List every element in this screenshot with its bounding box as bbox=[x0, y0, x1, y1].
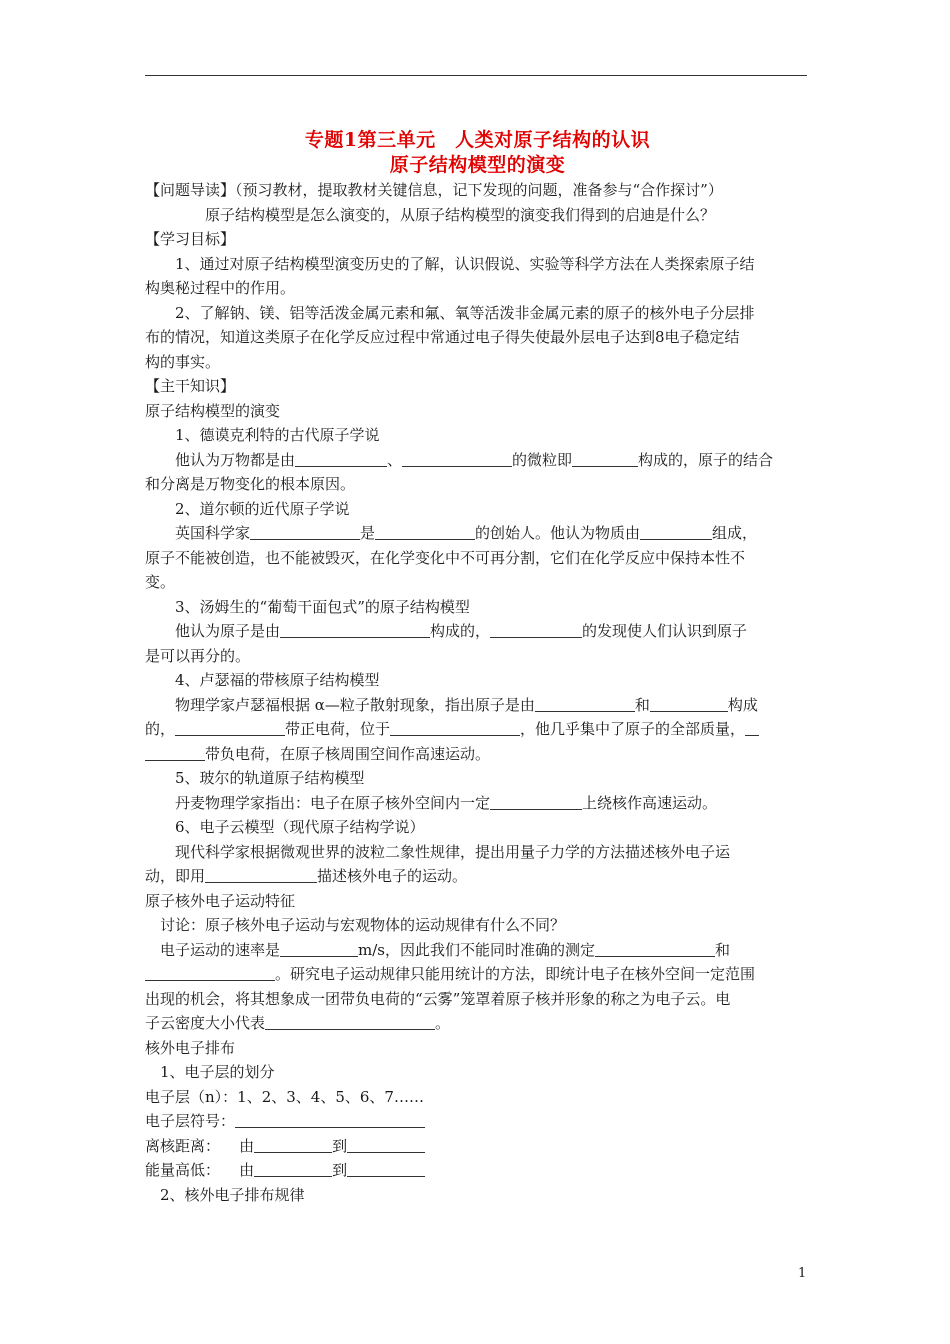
model2-title: 2、道尔顿的近代原子学说 bbox=[175, 499, 350, 518]
discussion-line: 讨论：原子核外电子运动与宏观物体的运动规律有什么不同？ bbox=[160, 916, 566, 934]
model2-line1: 英国科学家 是 的创始人。他认为物质由 组成， bbox=[175, 524, 758, 542]
blank-field[interactable] bbox=[295, 452, 387, 467]
section-electron-motion: 原子核外电子运动特征 bbox=[145, 891, 296, 910]
arrangement2-title: 2、核外电子排布规律 bbox=[160, 1185, 305, 1204]
doc-subtitle: 原子结构模型的演变 bbox=[389, 154, 566, 176]
blank-field[interactable] bbox=[375, 525, 475, 540]
blank-field[interactable] bbox=[265, 1015, 435, 1030]
model3-line1: 他认为原子是由 构成的， 的发现使人们认识到原子 bbox=[175, 622, 748, 640]
speed-line3: 出现的机会，将其想象成一团带负电荷的“云雾”笼罩着原子核并形象的称之为电子云。电 bbox=[145, 989, 731, 1008]
section-electron-arrangement: 核外电子排布 bbox=[145, 1038, 236, 1057]
goals-heading: 【学习目标】 bbox=[145, 230, 236, 248]
guide-question: 原子结构模型是怎么演变的，从原子结构模型的演变我们得到的启迪是什么？ bbox=[205, 205, 716, 224]
model1-line2: 和分离是万物变化的根本原因。 bbox=[145, 475, 356, 493]
blank-field[interactable] bbox=[347, 1162, 425, 1177]
blank-field[interactable] bbox=[250, 525, 360, 540]
model3-title: 3、汤姆生的“葡萄干面包式”的原子结构模型 bbox=[175, 597, 470, 616]
blank-field[interactable] bbox=[572, 452, 638, 467]
blank-field[interactable] bbox=[175, 721, 285, 736]
guide-heading: 【问题导读】（预习教材，提取教材关键信息，记下发现的问题，准备参与“合作探讨”） bbox=[145, 181, 723, 199]
model6-line2: 动，即用 描述核外电子的运动。 bbox=[145, 867, 468, 885]
page-number: 1 bbox=[798, 1266, 807, 1281]
goal1-line1: 1、通过对原子结构模型演变历史的了解，认识假说、实验等科学方法在人类探索原子结 bbox=[175, 254, 755, 273]
model1-title: 1、德谟克利特的古代原子学说 bbox=[175, 426, 380, 444]
blank-field[interactable] bbox=[280, 942, 358, 957]
blank-field[interactable] bbox=[280, 623, 430, 638]
model2-line3: 变。 bbox=[145, 573, 176, 591]
document-page bbox=[145, 128, 810, 1207]
goal2-line3: 构的事实。 bbox=[145, 352, 221, 371]
blank-field[interactable] bbox=[235, 1113, 425, 1128]
doc-title: 专题1第三单元 人类对原子结构的认识 bbox=[304, 129, 651, 151]
speed-line4: 子云密度大小代表 。 bbox=[145, 1014, 451, 1032]
model4-line2: 的， 带正电荷，位于 ，他几乎集中了原子的全部质量， bbox=[145, 717, 810, 742]
blank-field[interactable] bbox=[640, 525, 712, 540]
blank-field[interactable] bbox=[595, 942, 715, 957]
shell-numbers: 电子层（n）：1、2、3、4、5、6、7…… bbox=[145, 1087, 424, 1106]
blank-field[interactable] bbox=[254, 1138, 332, 1153]
blank-field[interactable] bbox=[490, 795, 582, 810]
section-model-evolution: 原子结构模型的演变 bbox=[145, 401, 281, 420]
blank-field[interactable] bbox=[347, 1138, 425, 1153]
goal2-line1: 2、了解钠、镁、铝等活泼金属元素和氟、氧等活泼非金属元素的原子的核外电子分层排 bbox=[175, 303, 755, 322]
blank-field[interactable] bbox=[254, 1162, 332, 1177]
blank-field[interactable] bbox=[490, 623, 582, 638]
blank-field[interactable] bbox=[535, 697, 635, 712]
model5-title: 5、玻尔的轨道原子结构模型 bbox=[175, 769, 365, 787]
speed-line2: 。研究电子运动规律只能用统计的方法，即统计电子在核外空间一定范围 bbox=[145, 962, 810, 987]
model1-line1: 他认为万物都是由 、 的微粒即 构成的，原子的结合 bbox=[175, 450, 774, 469]
blank-field[interactable] bbox=[145, 966, 275, 981]
energy-line: 能量高低： 由 到 bbox=[145, 1158, 810, 1183]
goal2-line2: 布的情况，知道这类原子在化学反应过程中常通过电子得失使最外层电子达到8电子稳定结 bbox=[145, 328, 740, 346]
shell-symbol-line: 电子层符号： bbox=[145, 1109, 810, 1134]
blank-field[interactable] bbox=[145, 746, 205, 761]
distance-line: 离核距离： 由 到 bbox=[145, 1134, 810, 1159]
model6-title: 6、电子云模型（现代原子结构学说） bbox=[175, 818, 425, 836]
model6-line1: 现代科学家根据微观世界的波粒二象性规律，提出用量子力学的方法描述核外电子运 bbox=[175, 842, 731, 861]
blank-field[interactable] bbox=[205, 868, 317, 883]
blank-field[interactable] bbox=[745, 721, 759, 736]
arrangement1-title: 1、电子层的划分 bbox=[160, 1063, 275, 1081]
main-heading: 【主干知识】 bbox=[145, 377, 236, 395]
blank-field[interactable] bbox=[650, 697, 728, 712]
blank-field[interactable] bbox=[390, 721, 520, 736]
model4-line3: 带负电荷，在原子核周围空间作高速运动。 bbox=[145, 742, 810, 767]
header-rule bbox=[145, 75, 807, 76]
model4-line1: 物理学家卢瑟福根据 α—粒子散射现象，指出原子是由 和 构成 bbox=[175, 695, 758, 714]
model3-line2: 是可以再分的。 bbox=[145, 646, 251, 665]
model5-line1: 丹麦物理学家指出：电子在原子核外空间内一定 上绕核作高速运动。 bbox=[175, 793, 718, 812]
model4-title: 4、卢瑟福的带核原子结构模型 bbox=[175, 671, 380, 689]
blank-field[interactable] bbox=[402, 452, 512, 467]
goal1-line2: 构奥秘过程中的作用。 bbox=[145, 279, 296, 297]
speed-line1: 电子运动的速率是 m/s，因此我们不能同时准确的测定 和 bbox=[160, 940, 731, 959]
model2-line2: 原子不能被创造，也不能被毁灭，在化学变化中不可再分割，它们在化学反应中保持本性不 bbox=[145, 548, 746, 567]
